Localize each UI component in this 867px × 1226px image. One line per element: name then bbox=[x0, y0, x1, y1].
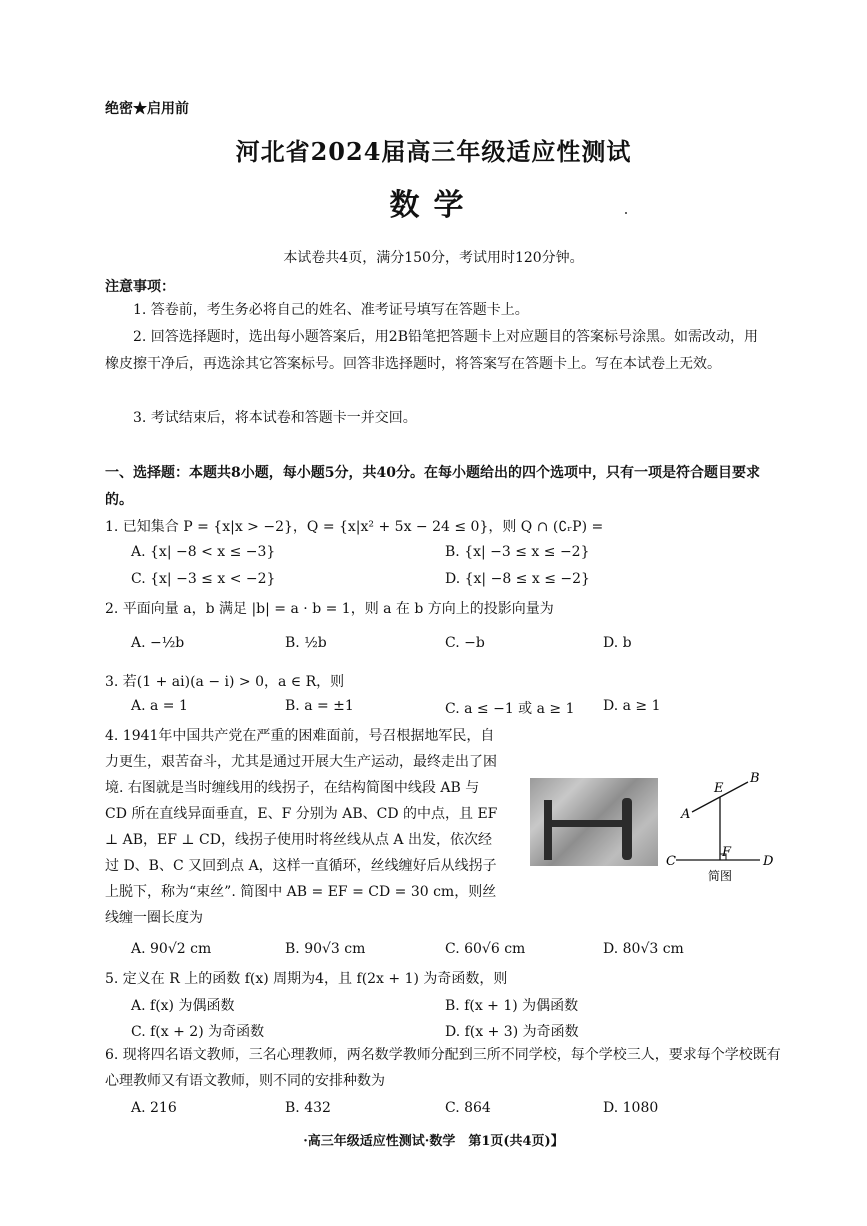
subject-title: 数学 bbox=[389, 188, 478, 223]
thread-winder-photo bbox=[530, 778, 658, 866]
q4-option-c: C. 60√6 cm bbox=[445, 941, 526, 957]
q6-stem: 6. 现将四名语文教师，三名心理教师，两名数学教师分配到三所不同学校，每个学校三人，要求每个学校既有心理教师又有语文教师，则不同的安排种数为 bbox=[105, 1047, 781, 1089]
structure-diagram bbox=[664, 770, 784, 882]
q1-option-a: A. {x| −8 < x ≤ −3} bbox=[131, 544, 276, 560]
q3-option-a: A. a = 1 bbox=[131, 698, 188, 714]
label-b: B bbox=[750, 771, 760, 786]
q6-option-d: D. 1080 bbox=[603, 1100, 659, 1116]
q5-option-a: A. f(x) 为偶函数 bbox=[131, 998, 235, 1014]
notice-item-3: 3. 考试结束后，将本试卷和答题卡一并交回。 bbox=[133, 410, 417, 426]
label-a: A bbox=[681, 807, 691, 822]
q2-stem: 2. 平面向量 a，b 满足 |b| = a · b = 1，则 a 在 b 方向上的投影向量为 bbox=[105, 601, 554, 617]
q4-stem: 4. 1941年中国共产党在严重的困难面前，号召根据地军民，自力更生，艰苦奋斗，尤其是通过开展大生产运动，最终走出了困境. 右图就是当时缠线用的线拐子，在结构简图中线段 AB 与 CD 所在直线异面垂直，E、F 分别为 AB、CD 的中点，且 EF ⊥ AB，EF ⊥ CD，线拐子使用时将丝线从点 A 出发，依次经过 D、B、C 又回到点 A，这样一直循环，丝线缠好后从线拐子上脱下，称为“束丝”. 简图中 AB = EF = CD = 30 cm，则丝线缠一圈长度为 bbox=[105, 728, 498, 926]
q3-stem: 3. 若(1 + ai)(a − i) > 0，a ∈ R，则 bbox=[105, 674, 345, 690]
q4-option-d: D. 80√3 cm bbox=[603, 941, 684, 957]
q4-option-a: A. 90√2 cm bbox=[131, 941, 212, 957]
q3-option-d: D. a ≥ 1 bbox=[603, 698, 661, 714]
q2-option-c: C. −b bbox=[445, 635, 485, 651]
label-e: E bbox=[714, 781, 724, 796]
q1-option-d: D. {x| −8 ≤ x ≤ −2} bbox=[445, 571, 590, 587]
diagram-caption: 简图 bbox=[708, 869, 733, 882]
q4-option-b: B. 90√3 cm bbox=[285, 941, 366, 957]
q2-option-b: B. ½b bbox=[285, 635, 327, 651]
label-d: D bbox=[763, 854, 774, 869]
q3-option-c: C. a ≤ −1 或 a ≥ 1 bbox=[445, 701, 575, 717]
notice-title: 注意事项： bbox=[105, 279, 175, 295]
q1-stem: 1. 已知集合 P = {x|x > −2}，Q = {x|x² + 5x − 24 ≤ 0}，则 Q ∩ (∁ᵣP) = bbox=[105, 519, 604, 535]
notice-item-2: 2. 回答选择题时，选出每小题答案后，用2B铅笔把答题卡上对应题目的答案标号涂黑。如需改动，用橡皮擦干净后，再选涂其它答案标号。回答非选择题时，将答案写在答题卡上。写在本试卷上无效。 bbox=[105, 329, 759, 372]
q5-option-c: C. f(x + 2) 为奇函数 bbox=[131, 1024, 265, 1040]
exam-title: 河北省2024届高三年级适应性测试 bbox=[235, 137, 632, 166]
photo-crossbar bbox=[544, 820, 630, 827]
photo-left-post bbox=[544, 800, 552, 860]
q6-option-a: A. 216 bbox=[131, 1100, 177, 1116]
exam-info: 本试卷共4页，满分150分，考试用时120分钟。 bbox=[283, 250, 584, 266]
q5-option-d: D. f(x + 3) 为奇函数 bbox=[445, 1024, 579, 1040]
q2-option-a: A. −½b bbox=[131, 635, 185, 651]
q6-option-b: B. 432 bbox=[285, 1100, 331, 1116]
q2-option-d: D. b bbox=[603, 635, 632, 651]
scan-speck bbox=[625, 212, 627, 214]
label-c: C bbox=[666, 854, 676, 869]
q5-option-b: B. f(x + 1) 为偶函数 bbox=[445, 998, 579, 1014]
page-footer: ·高三年级适应性测试·数学 第1页(共4页)】 bbox=[303, 1134, 564, 1149]
photo-right-post bbox=[622, 798, 632, 860]
q5-stem: 5. 定义在 R 上的函数 f(x) 周期为4，且 f(2x + 1) 为奇函数，则 bbox=[105, 971, 508, 987]
q6-option-c: C. 864 bbox=[445, 1100, 491, 1116]
q1-option-b: B. {x| −3 ≤ x ≤ −2} bbox=[445, 544, 590, 560]
label-f: F bbox=[722, 845, 732, 860]
secret-label: 绝密★启用前 bbox=[105, 101, 189, 117]
q3-option-b: B. a = ±1 bbox=[285, 698, 354, 714]
notice-item-1: 1. 答卷前，考生务必将自己的姓名、准考证号填写在答题卡上。 bbox=[133, 302, 529, 318]
section-heading: 一、选择题：本题共8小题，每小题5分，共40分。在每小题给出的四个选项中，只有一项是符合题目要求的。 bbox=[105, 465, 760, 508]
q1-option-c: C. {x| −3 ≤ x < −2} bbox=[131, 571, 276, 587]
